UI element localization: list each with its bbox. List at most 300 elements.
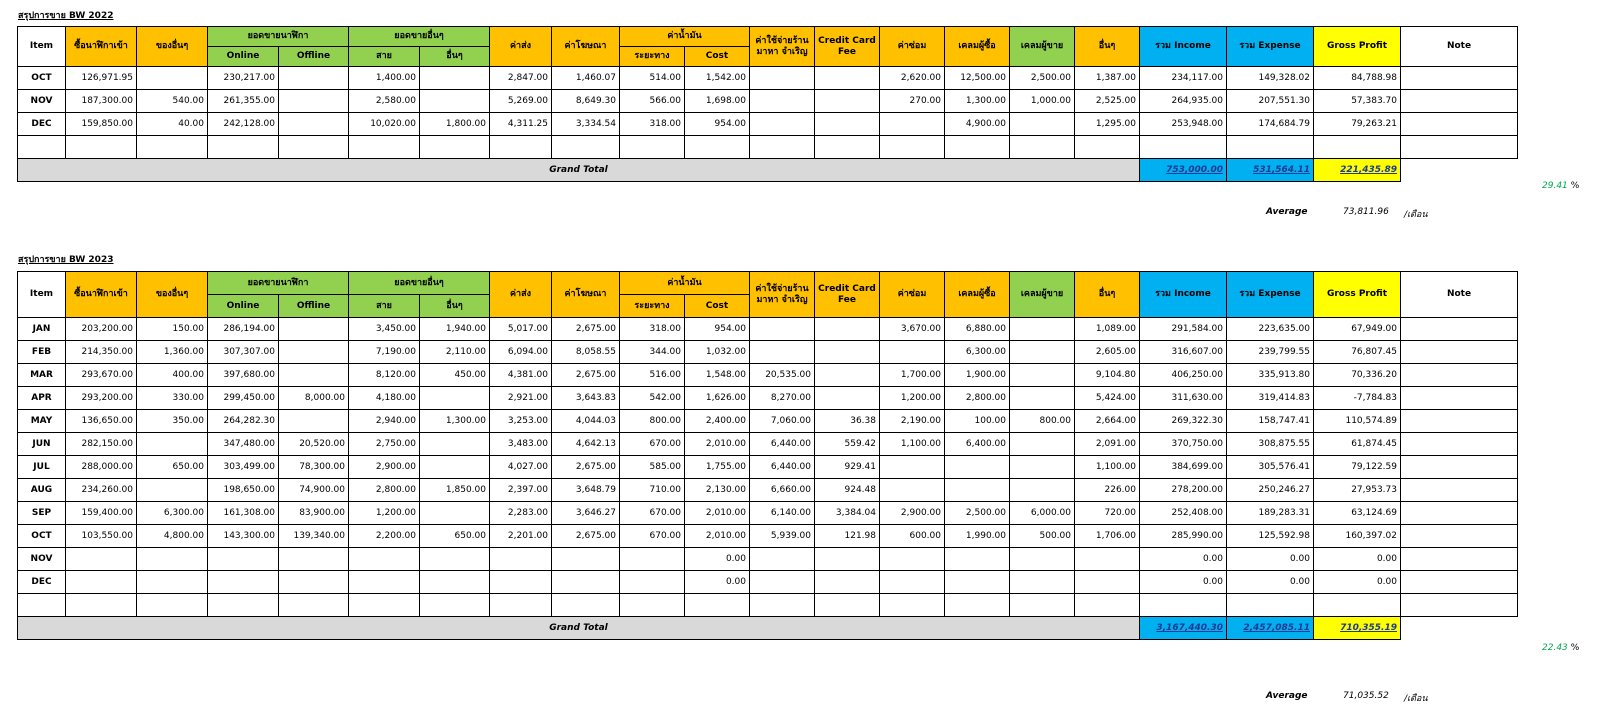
cell-shop-expense: [750, 90, 815, 113]
cell-shipping: [490, 594, 552, 617]
cell-online: [208, 136, 279, 159]
header-seller-claim: เคลมผู้ขาย: [1010, 272, 1075, 318]
cell-repair: 3,670.00: [880, 318, 945, 341]
header-shipping: ค่าส่ง: [490, 272, 552, 318]
cell-misc: 1,300.00: [420, 410, 490, 433]
cell-other-goods: 6,300.00: [137, 502, 208, 525]
cell-distance: 670.00: [620, 433, 685, 456]
cell-cost: 954.00: [685, 113, 750, 136]
cell-offline: [279, 67, 349, 90]
header-cost: Cost: [685, 47, 750, 67]
cell-misc: 450.00: [420, 364, 490, 387]
cell-note: [1401, 318, 1518, 341]
cell-online: 307,307.00: [208, 341, 279, 364]
cell-shop-expense: 5,939.00: [750, 525, 815, 548]
cell-credit-card-fee: [815, 341, 880, 364]
cell-advertising: 3,334.54: [552, 113, 620, 136]
header-advertising: ค่าโฆษณา: [552, 27, 620, 67]
cell-other-goods: 1,360.00: [137, 341, 208, 364]
cell-misc: [420, 502, 490, 525]
cell-distance: 710.00: [620, 479, 685, 502]
cell-buyer-claim: [945, 456, 1010, 479]
cell-misc: [420, 136, 490, 159]
cell-buyer-claim: [945, 479, 1010, 502]
cell-note: [1401, 594, 1518, 617]
cell-shop-expense: 8,270.00: [750, 387, 815, 410]
cell-purchase: [66, 571, 137, 594]
cell-purchase: [66, 136, 137, 159]
cell-distance: 670.00: [620, 525, 685, 548]
cell-seller-claim: 800.00: [1010, 410, 1075, 433]
cell-credit-card-fee: [815, 90, 880, 113]
header-total-expense: รวม Expense: [1227, 27, 1314, 67]
cell-note: [1401, 410, 1518, 433]
header-misc: อื่นๆ: [420, 47, 490, 67]
cell-cost: [685, 136, 750, 159]
cell-strap: 2,750.00: [349, 433, 420, 456]
header-total-expense: รวม Expense: [1227, 272, 1314, 318]
cell-purchase: 159,850.00: [66, 113, 137, 136]
grand-total-note-2023: [1401, 617, 1518, 640]
cell-item: [18, 136, 66, 159]
cell-strap: [349, 136, 420, 159]
cell-note: [1401, 90, 1518, 113]
cell-strap: 2,900.00: [349, 456, 420, 479]
cell-cost: 1,755.00: [685, 456, 750, 479]
cell-distance: [620, 594, 685, 617]
cell-gross-profit: 79,122.59: [1314, 456, 1401, 479]
cell-total-expense: 174,684.79: [1227, 113, 1314, 136]
cell-buyer-claim: 2,500.00: [945, 502, 1010, 525]
average-label-2023: Average: [1266, 691, 1308, 701]
cell-shipping: [490, 136, 552, 159]
cell-advertising: [552, 548, 620, 571]
cell-seller-claim: [1010, 433, 1075, 456]
grand-total-income-2023: 3,167,440.30: [1140, 617, 1227, 640]
cell-shop-expense: 7,060.00: [750, 410, 815, 433]
cell-others: [1075, 594, 1140, 617]
header-item: Item: [18, 272, 66, 318]
cell-misc: [420, 548, 490, 571]
header-cost: Cost: [685, 295, 750, 318]
cell-other-goods: [137, 67, 208, 90]
cell-total-income: 370,750.00: [1140, 433, 1227, 456]
profit-percent-value-2023: 22.43: [1542, 643, 1568, 653]
cell-offline: 74,900.00: [279, 479, 349, 502]
cell-buyer-claim: 1,990.00: [945, 525, 1010, 548]
cell-note: [1401, 433, 1518, 456]
cell-advertising: 8,058.55: [552, 341, 620, 364]
cell-offline: [279, 548, 349, 571]
cell-repair: [880, 571, 945, 594]
cell-offline: 8,000.00: [279, 387, 349, 410]
cell-repair: [880, 548, 945, 571]
cell-offline: [279, 341, 349, 364]
cell-total-income: [1140, 136, 1227, 159]
header-note: Note: [1401, 27, 1518, 67]
cell-shipping: 2,847.00: [490, 67, 552, 90]
cell-repair: 2,900.00: [880, 502, 945, 525]
cell-credit-card-fee: 3,384.04: [815, 502, 880, 525]
table-row: [18, 67, 1518, 90]
cell-others: 1,100.00: [1075, 456, 1140, 479]
cell-online: 198,650.00: [208, 479, 279, 502]
cell-offline: 139,340.00: [279, 525, 349, 548]
cell-cost: 954.00: [685, 318, 750, 341]
cell-advertising: [552, 136, 620, 159]
cell-total-expense: 158,747.41: [1227, 410, 1314, 433]
cell-note: [1401, 548, 1518, 571]
cell-distance: 670.00: [620, 502, 685, 525]
cell-distance: 344.00: [620, 341, 685, 364]
cell-credit-card-fee: 929.41: [815, 456, 880, 479]
cell-shop-expense: [750, 318, 815, 341]
cell-gross-profit: 27,953.73: [1314, 479, 1401, 502]
cell-repair: [880, 479, 945, 502]
grand-total-note-2022: [1401, 159, 1518, 182]
cell-note: [1401, 456, 1518, 479]
cell-offline: 78,300.00: [279, 456, 349, 479]
cell-distance: 514.00: [620, 67, 685, 90]
table-row: [18, 594, 1518, 617]
cell-misc: 650.00: [420, 525, 490, 548]
cell-shipping: 3,253.00: [490, 410, 552, 433]
cell-seller-claim: [1010, 548, 1075, 571]
table-row: [18, 456, 1518, 479]
cell-seller-claim: [1010, 318, 1075, 341]
cell-repair: 600.00: [880, 525, 945, 548]
cell-shipping: 2,397.00: [490, 479, 552, 502]
cell-advertising: 2,675.00: [552, 456, 620, 479]
header-distance: ระยะทาง: [620, 47, 685, 67]
cell-buyer-claim: [945, 594, 1010, 617]
cell-total-expense: 335,913.80: [1227, 364, 1314, 387]
cell-seller-claim: 6,000.00: [1010, 502, 1075, 525]
cell-shipping: [490, 548, 552, 571]
cell-total-expense: 149,328.02: [1227, 67, 1314, 90]
cell-cost: 2,010.00: [685, 433, 750, 456]
cell-advertising: 4,044.03: [552, 410, 620, 433]
cell-item: SEP: [18, 502, 66, 525]
cell-shop-expense: [750, 548, 815, 571]
cell-seller-claim: [1010, 571, 1075, 594]
per-month-label-2022: /เดือน: [1404, 210, 1428, 220]
cell-distance: [620, 548, 685, 571]
cell-item: FEB: [18, 341, 66, 364]
cell-others: 2,664.00: [1075, 410, 1140, 433]
cell-buyer-claim: 6,400.00: [945, 433, 1010, 456]
cell-cost: 0.00: [685, 571, 750, 594]
table-row: [18, 136, 1518, 159]
cell-online: 303,499.00: [208, 456, 279, 479]
cell-purchase: 159,400.00: [66, 502, 137, 525]
table-row: [18, 341, 1518, 364]
grand-total-gross-profit-2022: 221,435.89: [1314, 159, 1401, 182]
cell-advertising: 3,648.79: [552, 479, 620, 502]
cell-note: [1401, 67, 1518, 90]
cell-gross-profit: 63,124.69: [1314, 502, 1401, 525]
table-row: [18, 318, 1518, 341]
cell-credit-card-fee: [815, 67, 880, 90]
cell-shipping: 5,269.00: [490, 90, 552, 113]
cell-repair: 1,100.00: [880, 433, 945, 456]
cell-note: [1401, 479, 1518, 502]
cell-other-goods: 350.00: [137, 410, 208, 433]
cell-item: [18, 594, 66, 617]
cell-misc: [420, 387, 490, 410]
cell-online: [208, 548, 279, 571]
cell-total-income: 406,250.00: [1140, 364, 1227, 387]
cell-gross-profit: 0.00: [1314, 548, 1401, 571]
grand-total-gross-profit-2023: 710,355.19: [1314, 617, 1401, 640]
header-watch-sales: ยอดขายนาฬิกา: [208, 272, 349, 295]
cell-strap: 2,200.00: [349, 525, 420, 548]
cell-misc: 1,800.00: [420, 113, 490, 136]
header-offline: Offline: [279, 295, 349, 318]
cell-repair: 1,200.00: [880, 387, 945, 410]
cell-purchase: 293,200.00: [66, 387, 137, 410]
cell-others: 720.00: [1075, 502, 1140, 525]
cell-total-expense: 0.00: [1227, 548, 1314, 571]
cell-purchase: 187,300.00: [66, 90, 137, 113]
cell-item: JAN: [18, 318, 66, 341]
cell-online: [208, 594, 279, 617]
cell-misc: [420, 456, 490, 479]
cell-buyer-claim: 1,300.00: [945, 90, 1010, 113]
cell-online: [208, 571, 279, 594]
cell-online: 161,308.00: [208, 502, 279, 525]
cell-credit-card-fee: [815, 571, 880, 594]
cell-total-income: 278,200.00: [1140, 479, 1227, 502]
table-row: [18, 364, 1518, 387]
header-shop-expense: ค่าใช้จ่ายร้าน มาหา จำเริญ: [750, 272, 815, 318]
cell-credit-card-fee: 559.42: [815, 433, 880, 456]
cell-credit-card-fee: 121.98: [815, 525, 880, 548]
cell-advertising: 2,675.00: [552, 318, 620, 341]
cell-strap: 2,940.00: [349, 410, 420, 433]
grand-total-expense-2023: 2,457,085.11: [1227, 617, 1314, 640]
cell-online: 299,450.00: [208, 387, 279, 410]
cell-gross-profit: 57,383.70: [1314, 90, 1401, 113]
header-repair: ค่าซ่อม: [880, 272, 945, 318]
profit-percent-2022: [1542, 181, 1579, 191]
cell-buyer-claim: 12,500.00: [945, 67, 1010, 90]
cell-repair: 2,620.00: [880, 67, 945, 90]
table-row: [18, 410, 1518, 433]
cell-gross-profit: 76,807.45: [1314, 341, 1401, 364]
cell-misc: [420, 433, 490, 456]
cell-shop-expense: 6,660.00: [750, 479, 815, 502]
cell-other-goods: [137, 433, 208, 456]
cell-gross-profit: 110,574.89: [1314, 410, 1401, 433]
cell-total-income: 264,935.00: [1140, 90, 1227, 113]
cell-total-expense: 223,635.00: [1227, 318, 1314, 341]
cell-credit-card-fee: [815, 594, 880, 617]
header-purchase: ซื้อนาฬิกาเข้า: [66, 272, 137, 318]
table-row: [18, 90, 1518, 113]
table-row: [18, 387, 1518, 410]
cell-buyer-claim: 4,900.00: [945, 113, 1010, 136]
cell-others: 2,091.00: [1075, 433, 1140, 456]
cell-credit-card-fee: 924.48: [815, 479, 880, 502]
cell-others: 2,605.00: [1075, 341, 1140, 364]
cell-purchase: 288,000.00: [66, 456, 137, 479]
header-advertising: ค่าโฆษณา: [552, 272, 620, 318]
header-misc: อื่นๆ: [420, 295, 490, 318]
header-online: Online: [208, 47, 279, 67]
cell-offline: [279, 594, 349, 617]
cell-note: [1401, 571, 1518, 594]
cell-strap: [349, 548, 420, 571]
cell-online: 261,355.00: [208, 90, 279, 113]
table-row: [18, 502, 1518, 525]
average-value-2023: 71,035.52: [1343, 691, 1389, 701]
average-value-2022: 73,811.96: [1343, 207, 1389, 217]
cell-distance: 516.00: [620, 364, 685, 387]
header-strap: สาย: [349, 295, 420, 318]
cell-total-income: 0.00: [1140, 548, 1227, 571]
cell-buyer-claim: 2,800.00: [945, 387, 1010, 410]
grand-total-expense-2022: 531,564.11: [1227, 159, 1314, 182]
cell-shop-expense: [750, 136, 815, 159]
cell-shop-expense: [750, 594, 815, 617]
cell-total-expense: [1227, 594, 1314, 617]
cell-misc: 1,940.00: [420, 318, 490, 341]
header-purchase: ซื้อนาฬิกาเข้า: [66, 27, 137, 67]
cell-cost: 2,010.00: [685, 525, 750, 548]
cell-others: 2,525.00: [1075, 90, 1140, 113]
table-row: [18, 479, 1518, 502]
cell-gross-profit: 79,263.21: [1314, 113, 1401, 136]
cell-purchase: 103,550.00: [66, 525, 137, 548]
cell-others: [1075, 136, 1140, 159]
cell-offline: 83,900.00: [279, 502, 349, 525]
cell-strap: 8,120.00: [349, 364, 420, 387]
cell-total-income: 311,630.00: [1140, 387, 1227, 410]
grand-total-row-2023: [18, 617, 1518, 640]
cell-others: [1075, 571, 1140, 594]
cell-shipping: 4,381.00: [490, 364, 552, 387]
cell-other-goods: 40.00: [137, 113, 208, 136]
cell-others: 5,424.00: [1075, 387, 1140, 410]
cell-others: [1075, 548, 1140, 571]
header-note: Note: [1401, 272, 1518, 318]
cell-purchase: [66, 548, 137, 571]
cell-misc: [420, 90, 490, 113]
cell-shop-expense: 6,140.00: [750, 502, 815, 525]
cell-offline: [279, 318, 349, 341]
cell-gross-profit: 67,949.00: [1314, 318, 1401, 341]
cell-cost: 2,400.00: [685, 410, 750, 433]
header-fuel: ค่าน้ำมัน: [620, 272, 750, 295]
cell-credit-card-fee: [815, 113, 880, 136]
cell-seller-claim: [1010, 594, 1075, 617]
cell-cost: 1,698.00: [685, 90, 750, 113]
cell-shop-expense: 6,440.00: [750, 456, 815, 479]
cell-total-income: 234,117.00: [1140, 67, 1227, 90]
cell-seller-claim: [1010, 113, 1075, 136]
cell-credit-card-fee: [815, 364, 880, 387]
cell-strap: [349, 594, 420, 617]
cell-advertising: 2,675.00: [552, 364, 620, 387]
cell-purchase: 293,670.00: [66, 364, 137, 387]
cell-strap: 10,020.00: [349, 113, 420, 136]
cell-total-income: 252,408.00: [1140, 502, 1227, 525]
cell-credit-card-fee: [815, 318, 880, 341]
cell-advertising: 2,675.00: [552, 525, 620, 548]
cell-other-goods: 150.00: [137, 318, 208, 341]
cell-total-expense: 0.00: [1227, 571, 1314, 594]
cell-purchase: 126,971.95: [66, 67, 137, 90]
header-strap: สาย: [349, 47, 420, 67]
cell-seller-claim: [1010, 341, 1075, 364]
header-other-sales: ยอดขายอื่นๆ: [349, 27, 490, 47]
per-month-label-2023: /เดือน: [1404, 694, 1428, 704]
cell-offline: [279, 113, 349, 136]
cell-distance: 318.00: [620, 113, 685, 136]
cell-total-expense: 239,799.55: [1227, 341, 1314, 364]
table-body-2022: [18, 67, 1518, 159]
cell-total-expense: 305,576.41: [1227, 456, 1314, 479]
cell-total-income: 285,990.00: [1140, 525, 1227, 548]
cell-total-income: 269,322.30: [1140, 410, 1227, 433]
cell-advertising: 3,643.83: [552, 387, 620, 410]
cell-purchase: 214,350.00: [66, 341, 137, 364]
cell-gross-profit: 61,874.45: [1314, 433, 1401, 456]
cell-others: 9,104.80: [1075, 364, 1140, 387]
cell-other-goods: 650.00: [137, 456, 208, 479]
cell-purchase: 282,150.00: [66, 433, 137, 456]
cell-shipping: 4,311.25: [490, 113, 552, 136]
cell-buyer-claim: 100.00: [945, 410, 1010, 433]
cell-note: [1401, 387, 1518, 410]
cell-buyer-claim: [945, 571, 1010, 594]
cell-online: 347,480.00: [208, 433, 279, 456]
cell-other-goods: [137, 571, 208, 594]
cell-advertising: 3,646.27: [552, 502, 620, 525]
header-buyer-claim: เคลมผู้ซื้อ: [945, 27, 1010, 67]
cell-shipping: 2,921.00: [490, 387, 552, 410]
cell-item: AUG: [18, 479, 66, 502]
cell-gross-profit: 70,336.20: [1314, 364, 1401, 387]
cell-total-income: 291,584.00: [1140, 318, 1227, 341]
cell-item: DEC: [18, 571, 66, 594]
cell-shop-expense: [750, 67, 815, 90]
cell-strap: 1,200.00: [349, 502, 420, 525]
cell-note: [1401, 502, 1518, 525]
cell-shop-expense: 20,535.00: [750, 364, 815, 387]
header-item: Item: [18, 27, 66, 67]
grand-total-label: Grand Total: [18, 159, 1140, 182]
cell-repair: 270.00: [880, 90, 945, 113]
cell-online: 397,680.00: [208, 364, 279, 387]
cell-misc: 1,850.00: [420, 479, 490, 502]
cell-repair: [880, 341, 945, 364]
cell-others: 1,706.00: [1075, 525, 1140, 548]
cell-shipping: 6,094.00: [490, 341, 552, 364]
cell-purchase: 136,650.00: [66, 410, 137, 433]
cell-cost: 0.00: [685, 548, 750, 571]
header-gross-profit: Gross Profit: [1314, 27, 1401, 67]
cell-repair: [880, 113, 945, 136]
table-row: [18, 548, 1518, 571]
cell-cost: 1,542.00: [685, 67, 750, 90]
cell-total-expense: 319,414.83: [1227, 387, 1314, 410]
cell-distance: 542.00: [620, 387, 685, 410]
cell-item: NOV: [18, 548, 66, 571]
cell-offline: [279, 90, 349, 113]
header-other-sales: ยอดขายอื่นๆ: [349, 272, 490, 295]
